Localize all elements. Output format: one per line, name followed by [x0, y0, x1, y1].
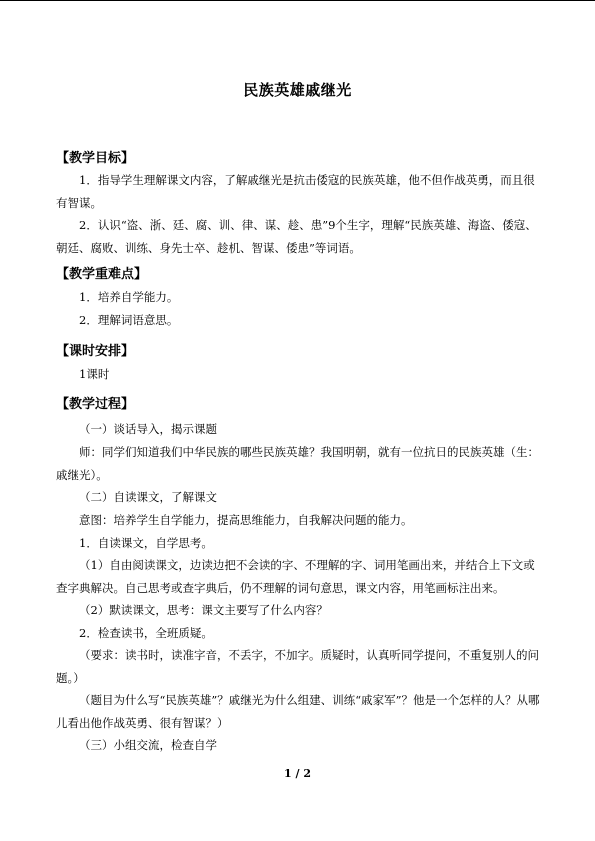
goal-paragraph-2: 2．认识“盗、浙、廷、腐、训、律、谋、趁、患”9个生字，理解“民族英雄、海盗、倭寇、朝廷、腐败、训练、身先士卒、趁机、智谋、倭患”等词语。	[56, 218, 537, 255]
heading-key-points: 【教学重难点】	[56, 267, 148, 282]
process-paragraph-intent: 意图：培养学生自学能力，提高思维能力，自我解决问题的能力。	[79, 513, 413, 527]
process-requirements: （要求：读书时，读准字音，不丢字，不加字。质疑时，认真听同学提问，不重复别人的问题。）	[56, 648, 539, 685]
key-point-1: 1．培养自学能力。	[79, 290, 179, 304]
process-substep-1: （1）自由阅读课文，边读边把不会读的字、不理解的字、词用笔画出来，并结合上下文或查字典解决。自己思考或查字典后，仍不理解的词句意思，课文内容，用笔画标注出来。	[56, 558, 535, 595]
process-section-1: （一）谈话导入，揭示课题	[79, 422, 217, 436]
process-paragraph-teacher: 师：同学们知道我们中华民族的哪些民族英雄？我国明朝，就有一位抗日的民族英雄（生：戚继光）。	[56, 445, 539, 482]
process-section-2: （二）自读课文，了解课文	[79, 490, 217, 504]
process-section-3: （三）小组交流，检查自学	[79, 738, 217, 752]
process-substep-2: （2）默读课文，思考：课文主要写了什么内容？	[79, 603, 328, 617]
process-questions: （题目为什么写“民族英雄”？戚继光为什么组建、训练“戚家军”？他是一个怎样的人？从哪儿看出他作战英勇、很有智谋？）	[56, 693, 540, 730]
page-number: 1 / 2	[284, 767, 311, 780]
process-step-2: 2．检查读书，全班质疑。	[79, 626, 213, 640]
key-point-2: 2．理解词语意思。	[79, 313, 179, 327]
heading-schedule: 【课时安排】	[56, 344, 135, 359]
schedule-text: 1课时	[79, 367, 110, 381]
document-title: 民族英雄戚继光	[243, 81, 352, 99]
heading-teaching-process: 【教学过程】	[56, 397, 135, 412]
goal-paragraph-1: 1．指导学生理解课文内容，了解戚继光是抗击倭寇的民族英雄，他不但作战英勇，而且很有智谋。	[56, 173, 535, 210]
process-step-1: 1．自读课文，自学思考。	[79, 536, 213, 550]
heading-teaching-goals: 【教学目标】	[56, 151, 135, 166]
